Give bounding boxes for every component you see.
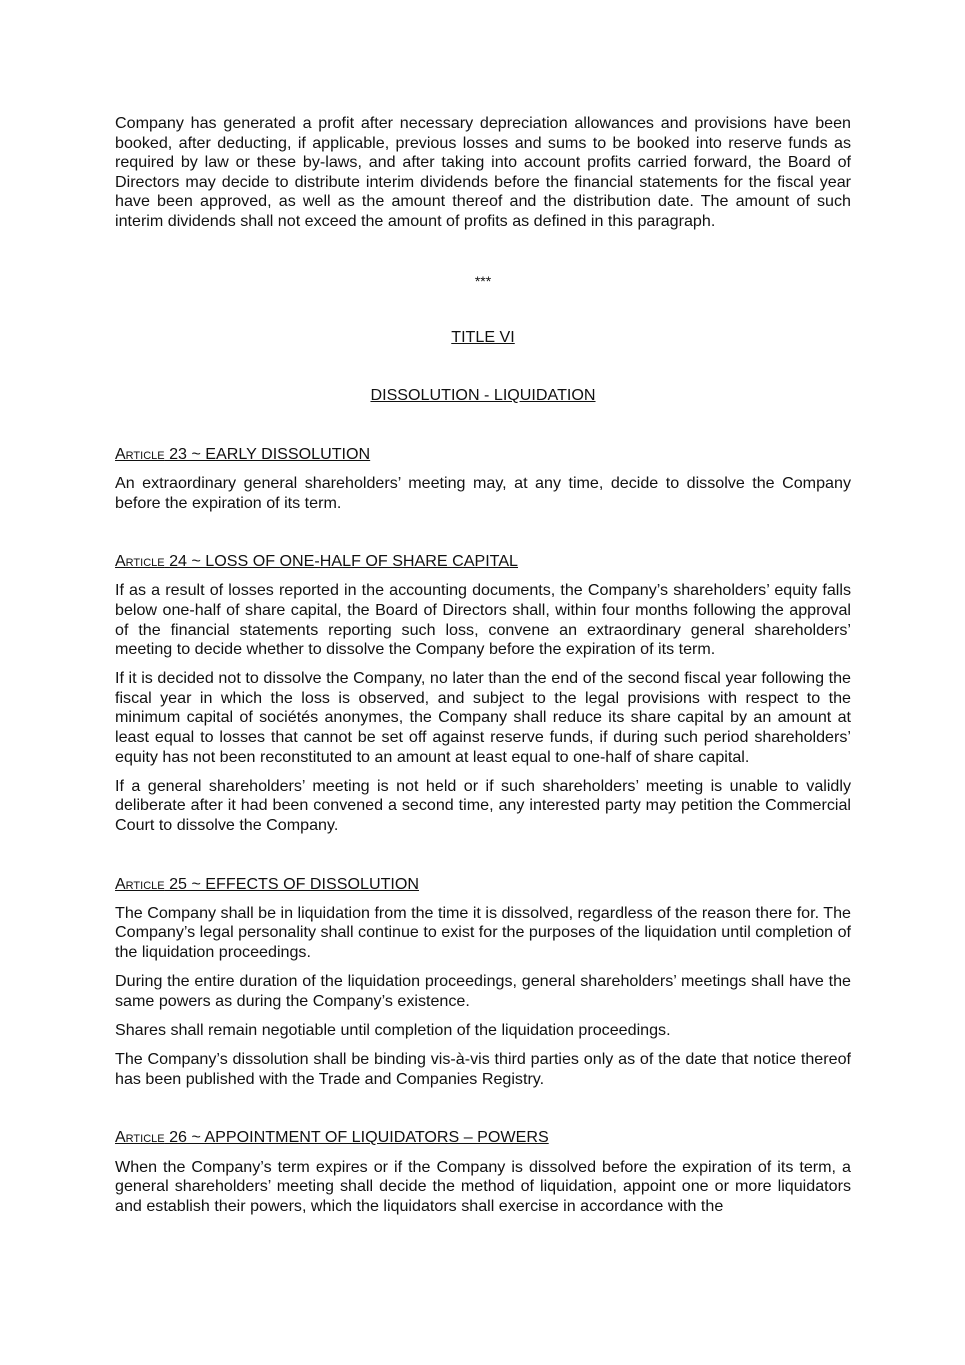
article-25-paragraph-2: During the entire duration of the liquidation proceedings, general shareholders’ meetings shall have the same powers as during the Company’s existence. xyxy=(115,972,851,1010)
article-heading-text: 26 ~ APPOINTMENT OF LIQUIDATORS – POWERS xyxy=(164,1128,549,1147)
article-prefix: Article xyxy=(115,445,165,463)
article-26-heading xyxy=(115,1128,851,1148)
article-25-paragraph-3: Shares shall remain negotiable until completion of the liquidation proceedings. xyxy=(115,1020,671,1039)
article-25-paragraph-4: The Company’s dissolution shall be binding vis-à-vis third parties only as of the date that notice thereof has been published with the Trade and Companies Registry. xyxy=(115,1050,851,1088)
article-heading-text: 24 ~ LOSS OF ONE-HALF OF SHARE CAPITAL xyxy=(164,552,519,571)
article-prefix: Article xyxy=(115,1129,165,1147)
article-23-paragraph-1: An extraordinary general shareholders’ meeting may, at any time, decide to dissolve the Company before the expiration of its term. xyxy=(115,473,851,512)
article-prefix: Article xyxy=(115,875,165,893)
article-24-paragraph-1: If as a result of losses reported in the accounting documents, the Company’s shareholders’ equity falls below one-half of share capital, the Board of Directors shall, within four months following the approval of the financial statements reporting such loss, convene an extraordinary general shareholders’ meeting to decide whether to dissolve the Company before the expiration of its term. xyxy=(115,581,851,659)
article-25-paragraph-1: The Company shall be in liquidation from the time it is dissolved, regardless of the reason there for. The Company’s legal personality shall continue to exist for the purposes of the liquidation until completion of the liquidation proceedings. xyxy=(115,903,851,961)
section-separator: *** xyxy=(474,272,492,289)
article-heading-text: 25 ~ EFFECTS OF DISSOLUTION xyxy=(164,874,420,893)
document-page xyxy=(115,114,851,1216)
title-heading: TITLE VI xyxy=(451,327,515,346)
article-heading-text: 23 ~ EARLY DISSOLUTION xyxy=(164,444,371,463)
article-26-paragraph-1: When the Company’s term expires or if the Company is dissolved before the expiration of its term, a general shareholders’ meeting shall decide the method of liquidation, appoint one or more liquidators and establish their powers, which the liquidators shall exercise in accordance with the xyxy=(115,1157,851,1215)
article-25-heading xyxy=(115,875,851,895)
article-24-paragraph-3: If a general shareholders’ meeting is not held or if such shareholders’ meeting is unable to validly deliberate after it had been convened a second time, any interested party may petition the Commercial Court to dissolve the Company. xyxy=(115,776,851,835)
intro-paragraph: Company has generated a profit after necessary depreciation allowances and provisions have been booked, after deducting, if applicable, previous losses and sums to be booked into reserve funds as required by law or these by-laws, and after taking into account profits carried forward, the Board of Directors may decide to distribute interim dividends before the financial statements for the fiscal year have been approved, as well as the amount thereof and the distribution date. The amount of such interim dividends shall not exceed the amount of profits as defined in this paragraph. xyxy=(115,114,851,230)
article-24-paragraph-2: If it is decided not to dissolve the Company, no later than the end of the second fiscal year following the fiscal year in which the loss is observed, and subject to the legal provisions with respect to the minimum capital of sociétés anonymes, the Company shall reduce its share capital by an amount at least equal to losses that cannot be set off against reserve funds, if during such period shareholders’ equity has not been reconstituted to an amount at least equal to one-half of share capital. xyxy=(115,669,851,766)
article-24-heading xyxy=(115,552,851,572)
article-prefix: Article xyxy=(115,553,165,571)
subtitle-heading: DISSOLUTION - LIQUIDATION xyxy=(370,386,596,405)
article-23-heading xyxy=(115,445,851,465)
